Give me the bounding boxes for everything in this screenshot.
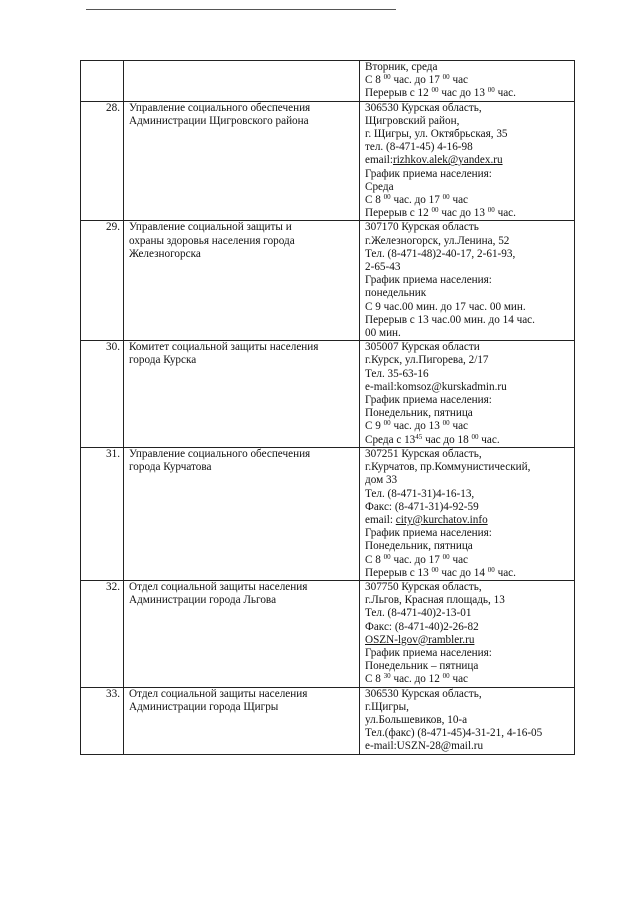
agency-name-line: Управление социального обеспечения: [129, 447, 311, 460]
text-segment: час.: [494, 207, 516, 220]
time-minutes-sup: 00: [487, 565, 495, 574]
table-row: [81, 101, 575, 221]
contact-line: г. Щигры, ул. Октябрьская, 35: [365, 128, 508, 141]
time-minutes-sup: 00: [431, 565, 439, 574]
contact-line: г.Железногорск, ул.Ленина, 52: [365, 234, 510, 247]
contact-line: г.Курск, ул.Пигорева, 2/17: [365, 354, 489, 367]
agency-name-line: Отдел социальной защиты населения: [129, 687, 308, 700]
agency-name-cell: [124, 61, 360, 102]
agency-table: [80, 60, 575, 755]
contact-line: г.Курчатов, пр.Коммунистический,: [365, 461, 531, 474]
email-link[interactable]: OSZN-lgov@rambler.ru: [365, 633, 475, 646]
contact-line: 306530 Курская область,: [365, 687, 482, 700]
time-minutes-sup: 00: [487, 86, 495, 95]
time-minutes-sup: 30: [383, 672, 391, 681]
contact-info-cell: [360, 447, 575, 580]
row-number: 33.: [81, 687, 124, 754]
agency-name-line: Отдел социальной защиты населения: [129, 580, 308, 593]
contact-line: e-mail:komsoz@kurskadmin.ru: [365, 380, 507, 393]
table-row: [81, 221, 575, 341]
agency-name-line: охраны здоровья населения города: [129, 234, 295, 247]
time-minutes-sup: 00: [383, 552, 391, 561]
agency-name-line: города Курчатова: [129, 461, 212, 474]
agency-name-cell: [124, 687, 360, 754]
contact-line: Щигровский район,: [365, 114, 460, 127]
time-minutes-sup: 00: [383, 73, 391, 82]
row-number: 31.: [81, 447, 124, 580]
text-segment: час. до 17: [390, 74, 443, 87]
table-row: [81, 61, 575, 102]
text-segment: час до 14: [438, 566, 488, 579]
agency-name-cell: [124, 580, 360, 687]
text-segment: Среда с 13: [365, 433, 416, 446]
text-segment: час. до 17: [390, 194, 443, 207]
text-segment: час: [449, 74, 469, 87]
contact-info-cell: [360, 101, 575, 221]
row-number: 29.: [81, 221, 124, 341]
text-segment: час. до 13: [390, 420, 443, 433]
text-segment: час.: [494, 566, 516, 579]
contact-line: 307251 Курская область,: [365, 447, 482, 460]
contact-line: Факс: (8-471-31)4-92-59: [365, 500, 479, 513]
agency-name-line: Комитет социальной защиты населения: [129, 341, 319, 354]
contact-line: Тел. (8-471-48)2-40-17, 2-61-93,: [365, 247, 516, 260]
contact-line: График приема населения:: [365, 646, 492, 659]
contact-line: Понедельник, пятница: [365, 407, 473, 420]
email-link[interactable]: rizhkov.alek@yandex.ru: [392, 154, 503, 167]
agency-name-cell: [124, 221, 360, 341]
contact-line: тел. (8-471-45) 4-16-98: [365, 141, 473, 154]
agency-name-line: Администрации Щигровского района: [129, 114, 309, 127]
text-segment: час: [449, 420, 469, 433]
time-minutes-sup: 00: [442, 552, 450, 561]
time-minutes-sup: 00: [442, 419, 450, 428]
contact-line: 307170 Курская область: [365, 221, 479, 234]
contact-line: 305007 Курская области: [365, 341, 480, 354]
time-minutes-sup: 00: [471, 432, 479, 441]
text-segment: С 8: [365, 74, 384, 87]
contact-info-cell: [360, 221, 575, 341]
contact-line: График приема населения:: [365, 274, 492, 287]
contact-info-cell: [360, 61, 575, 102]
text-segment: час.: [494, 87, 516, 100]
contact-line: 306530 Курская область,: [365, 101, 482, 114]
top-rule: [86, 9, 396, 10]
contact-line: [365, 434, 571, 447]
text-segment: час.: [478, 433, 500, 446]
contact-line: 00 мин.: [365, 327, 401, 340]
contact-line: Перерыв с 13 час.00 мин. до 14 час.: [365, 313, 535, 326]
time-minutes-sup: 00: [442, 193, 450, 202]
agency-name-line: Администрации города Льгова: [129, 594, 277, 607]
agency-name-cell: [124, 101, 360, 221]
contact-line: Факс: (8-471-40)2-26-82: [365, 620, 479, 633]
time-minutes-sup: 00: [487, 206, 495, 215]
contact-line: [365, 514, 571, 527]
contact-line: [365, 194, 571, 207]
row-number: 28.: [81, 101, 124, 221]
contact-line: С 9 час.00 мин. до 17 час. 00 мин.: [365, 300, 526, 313]
contact-line: ул.Большевиков, 10-а: [365, 713, 468, 726]
contact-info-cell: [360, 580, 575, 687]
text-segment: час. до 17: [390, 553, 443, 566]
row-number: [81, 61, 124, 102]
text-segment: С 8: [365, 673, 384, 686]
time-minutes-sup: 00: [431, 206, 439, 215]
time-minutes-sup: 00: [442, 73, 450, 82]
agency-name-line: Управление социальной защиты и: [129, 221, 292, 234]
email-link[interactable]: city@kurchatov.info: [395, 513, 488, 526]
text-segment: email:: [365, 154, 393, 167]
contact-line: e-mail:USZN-28@mail.ru: [365, 740, 484, 753]
agency-name-line: Администрации города Щигры: [129, 700, 279, 713]
contact-line: [365, 554, 571, 567]
time-minutes-sup: 00: [431, 86, 439, 95]
contact-line: [365, 154, 571, 167]
row-number: 30.: [81, 341, 124, 448]
agency-table-body: [81, 61, 575, 755]
text-segment: Перерыв с 12: [365, 87, 432, 100]
contact-line: 307750 Курская область,: [365, 580, 482, 593]
row-number: 32.: [81, 580, 124, 687]
time-minutes-sup: 45: [415, 432, 423, 441]
text-segment: email:: [365, 513, 396, 526]
text-segment: час до 13: [438, 207, 488, 220]
table-row: [81, 687, 575, 754]
text-segment: С 8: [365, 553, 384, 566]
time-minutes-sup: 00: [383, 193, 391, 202]
table-row: [81, 341, 575, 448]
contact-line: [365, 87, 571, 100]
contact-line: 2-65-43: [365, 261, 401, 274]
contact-line: Тел. (8-471-31)4-16-13,: [365, 487, 475, 500]
agency-name-line: города Курска: [129, 354, 197, 367]
contact-line: г.Льгов, Красная площадь, 13: [365, 594, 505, 607]
text-segment: час: [449, 673, 469, 686]
contact-line: [365, 74, 571, 87]
agency-name-cell: [124, 341, 360, 448]
text-segment: С 8: [365, 194, 384, 207]
contact-line: Вторник, среда: [365, 61, 438, 73]
contact-line: [365, 567, 571, 580]
text-segment: Перерыв с 12: [365, 207, 432, 220]
time-minutes-sup: 00: [383, 419, 391, 428]
contact-line: понедельник: [365, 287, 427, 300]
contact-line: График приема населения:: [365, 527, 492, 540]
contact-line: График приема населения:: [365, 167, 492, 180]
contact-line: Тел.(факс) (8-471-45)4-31-21, 4-16-05: [365, 727, 543, 740]
agency-name-line: Управление социального обеспечения: [129, 101, 311, 114]
contact-line: Тел. 35-63-16: [365, 367, 429, 380]
contact-line: Тел. (8-471-40)2-13-01: [365, 607, 472, 620]
contact-info-cell: [360, 341, 575, 448]
table-row: [81, 447, 575, 580]
text-segment: час до 18: [422, 433, 472, 446]
contact-line: Среда: [365, 180, 394, 193]
text-segment: час до 13: [438, 87, 488, 100]
contact-line: дом 33: [365, 474, 398, 487]
contact-line: [365, 634, 571, 647]
table-row: [81, 580, 575, 687]
agency-name-cell: [124, 447, 360, 580]
contact-info-cell: [360, 687, 575, 754]
text-segment: Перерыв с 13: [365, 566, 432, 579]
text-segment: час. до 12: [390, 673, 443, 686]
time-minutes-sup: 00: [442, 672, 450, 681]
text-segment: С 9: [365, 420, 384, 433]
contact-line: [365, 673, 571, 686]
contact-line: [365, 420, 571, 433]
text-segment: час: [449, 194, 469, 207]
contact-line: Понедельник – пятница: [365, 660, 479, 673]
text-segment: час: [449, 553, 469, 566]
contact-line: График приема населения:: [365, 394, 492, 407]
contact-line: Понедельник, пятница: [365, 540, 473, 553]
contact-line: г.Щигры,: [365, 700, 409, 713]
contact-line: [365, 207, 571, 220]
agency-name-line: Железногорска: [129, 247, 201, 260]
